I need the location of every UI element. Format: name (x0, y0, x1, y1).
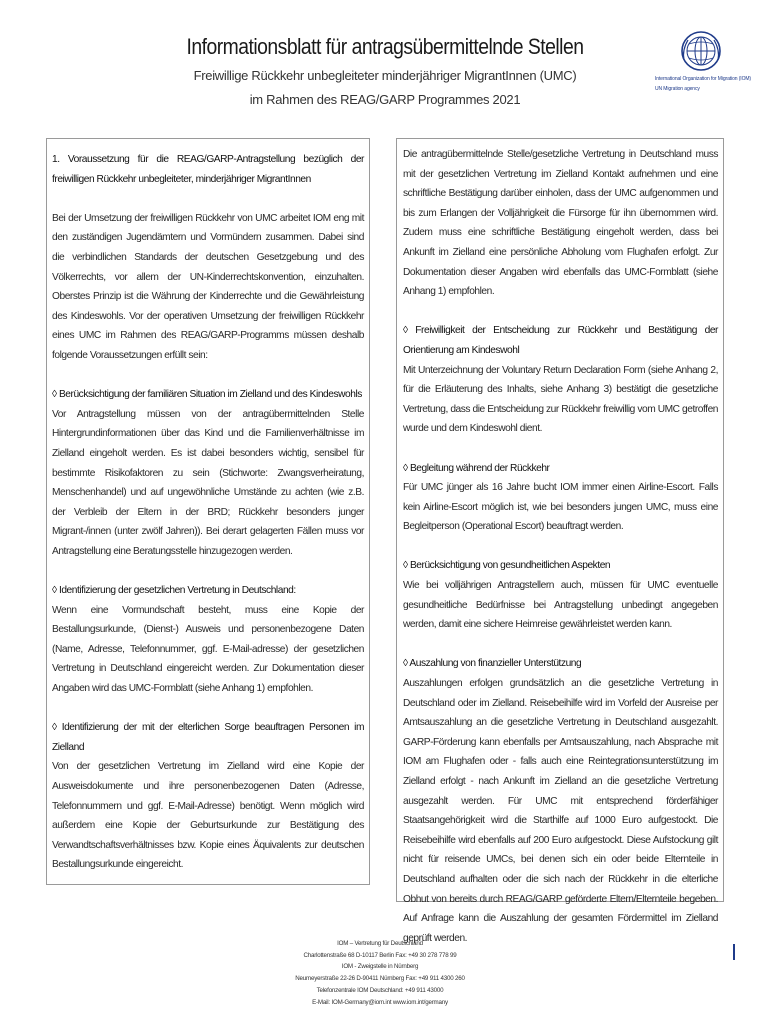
left-column (46, 138, 370, 885)
section-title-family-situation: ◊ Berücksichtigung der familiären Situation im Zielland und des Kindeswohls (52, 389, 362, 401)
section-title-voluntariness: ◊ Freiwilligkeit der Entscheidung zur Rückkehr und Bestätigung der Orientierung am Kindeswohl (403, 325, 718, 356)
intro-paragraph: Bei der Umsetzung der freiwilligen Rückkehr von UMC arbeitet IOM eng mit den zuständigen Jugendämtern und Vormündern zusammen. Dabei sind die verbindlichen Standards der deutschen Gesetzgebung und des Völkerrechts, vor allem der UN-Kinderrechtskonvention, einzuhalten. Oberstes Prinzip ist die Währung der Kinderrechte und die Gewährleistung des Kindeswohls. Vor der operativen Umsetzung der freiwilligen Rückkehr eines UMC im Rahmen des REAG/GARP-Programms müssen deshalb folgende Voraussetzungen erfüllt sein: (52, 212, 364, 361)
page-title: Informationsblatt für antragsübermittelnde Stellen (186, 34, 584, 59)
logo-text-line1: International Organization for Migration (IOM) (655, 76, 751, 82)
section-heading: 1. Voraussetzung für die REAG/GARP-Antragstellung bezüglich der freiwilligen Rückkehr unbegleiteter, minderjähriger MigrantInnen (52, 154, 364, 185)
footer-line: IOM - Zweigstelle in Nürnberg (341, 963, 419, 971)
footer-line: Charlottenstraße 68 D-10117 Berlin Fax: +49 30 278 778 99 (303, 951, 457, 959)
footer-line: Neumeyerstraße 22-26 D-90411 Nürnberg Fax: +49 911 4300 260 (295, 975, 465, 983)
section-body-financial-support: Auszahlungen erfolgen grundsätzlich an die gesetzliche Vertretung in Deutschland oder im Zielland. Reisebeihilfe wird im Vorfeld der Ausreise per Amtsauszahlung an die gesetzliche Vertretung in Deutschland ausgezahlt. GARP-Förderung kann ebenfalls per Amtsauszahlung, nach Absprache mit IOM am Flughafen oder - falls auch eine Reintegrationsunterstützung im Zielland erfolgt - nach Ankunft im Zielland an die gesetzliche Vertretung ausgezahlt werden. Für UMC mit entsprechend förderfähiger Staatsangehörigkeit wird die Starthilfe auf 1000 Euro aufgestockt. Die Reisebeihilfe wird ebenfalls auf 200 Euro aufgestockt. Diese Aufstockung gilt nicht für reisende UMCs, bei denen sich ein oder beide Elternteile in Deutschland aufhalten oder die sich nach der Rückkehr in die elterliche Obhut von bereits durch REAG/GARP geförderte Eltern/Elternteile begeben. Auf Anfrage kann die Auszahlung der gesamten Fördermittel im Zielland geprüft werden. (403, 678, 718, 944)
right-column (396, 138, 724, 944)
section-title-escort: ◊ Begleitung während der Rückkehr (403, 462, 550, 474)
section-body-health: Wie bei volljährigen Antragstellern auch, müssen für UMC eventuelle gesundheitliche Bedürfnisse bei Antragstellung unbedingt angegeben werden, damit eine sichere Heimreise gewährleistet werden kann. (403, 580, 718, 631)
section-body-escort: Für UMC jünger als 16 Jahre bucht IOM immer einen Airline-Escort. Falls kein Airline-Escort möglich ist, wie bei besonders jungen UMC, muss eine Begleitperson (Operational Escort) beauftragt werden. (403, 482, 718, 533)
section-body-parental-care-destination: Von der gesetzlichen Vertretung im Zielland wird eine Kopie der Ausweisdokumente und ihre personenbezogenen Daten (Adresse, Telefonnummern und ggf. E-Mail-Adresse) benötigt. Wenn möglich wird außerdem eine Kopie der Geburtsurkunde zur Bestätigung des Verwandtschaftsverhältnisses bzw. Kopie eines Äquivalents zur deutschen Bestallungsurkunde eingereicht. (52, 761, 364, 871)
footer-line: Telefonzentrale IOM Deutschland: +49 911 43000 (316, 986, 444, 994)
section-title-parental-care-destination: ◊ Identifizierung der mit der elterlichen Sorge beauftragen Personen im Zielland (52, 722, 364, 753)
iom-globe-logo-icon (680, 30, 722, 72)
page-marker (733, 944, 735, 960)
section-body-family-situation: Vor Antragstellung müssen von der antragübermittelnden Stelle Hintergrundinformationen über das Kind und die Familienverhältnisse im Zielland eingeholt werden. Es ist dabei besonders wichtig, sensibel für bestimmte Risikofaktoren zu sein (Stichworte: Zwangsverheiratung, Menschenhandel) und auf ungewöhnliche Umstände zu achten (wie z.B. der Verbleib der Eltern in der BRD; Rückkehr besonders junger Migrant-/innen (unter zwölf Jahren)). Bei derart gelagerten Fällen muss vor Antragstellung eine Beratungsstelle hinzugezogen werden. (52, 408, 364, 557)
footer (230, 938, 530, 1008)
logo-text-line2: UN Migration agency (655, 86, 700, 92)
page-subtitle-line1: Freiwillige Rückkehr unbegleiteter minderjähriger MigrantInnen (UMC) (193, 68, 577, 83)
footer-line: IOM – Vertretung für Deutschland (337, 940, 423, 947)
section-title-financial-support: ◊ Auszahlung von finanzieller Unterstützung (403, 658, 582, 670)
section-body-legal-representation-germany: Wenn eine Vormundschaft besteht, muss eine Kopie der Bestallungsurkunde, (Dienst-) Ausweis und personenbezogene Daten (Name, Adresse, Telefonnummer, ggf. E-Mail-adresse) der gesetzlichen Vertretung in Deutschland eingereicht werden. Zur Dokumentation dieser Angaben wird das UMC-Formblatt (siehe Anhang 1) empfohlen. (52, 604, 364, 695)
footer-line: E-Mail: IOM-Germany@iom.int www.iom.int/germany (312, 998, 448, 1006)
page-subtitle-line2: im Rahmen des REAG/GARP Programmes 2021 (249, 92, 521, 107)
section-body-voluntariness: Mit Unterzeichnung der Voluntary Return Declaration Form (siehe Anhang 2, für die Erläuterung des Inhalts, siehe Anhang 3) bestätigt die gesetzliche Vertretung, dass die Entscheidung zur Rückkehr freiwillig vom UMC getroffen wurde und dem Kindeswohl dient. (403, 364, 718, 435)
section-title-legal-representation-germany: ◊ Identifizierung der gesetzlichen Vertretung in Deutschland: (52, 585, 296, 597)
contact-confirmation-paragraph: Die antragübermittelnde Stelle/gesetzliche Vertretung in Deutschland muss mit der gesetzlichen Vertretung im Zielland Kontakt aufnehmen und eine schriftliche Bestätigung darüber einholen, dass der UMC aufgenommen und bis zum Erlangen der Volljährigkeit die Fürsorge für ihn übernommen wird. Zudem muss eine schriftliche Bestätigung eingeholt werden, dass bei Ankunft im Zielland eine persönliche Abholung vom Flughafen erfolgt. Zur Dokumentation dieser Angaben wird ebenfalls das UMC-Formblatt (siehe Anhang 1) empfohlen. (403, 149, 718, 298)
section-title-health: ◊ Berücksichtigung von gesundheitlichen Aspekten (403, 560, 611, 572)
